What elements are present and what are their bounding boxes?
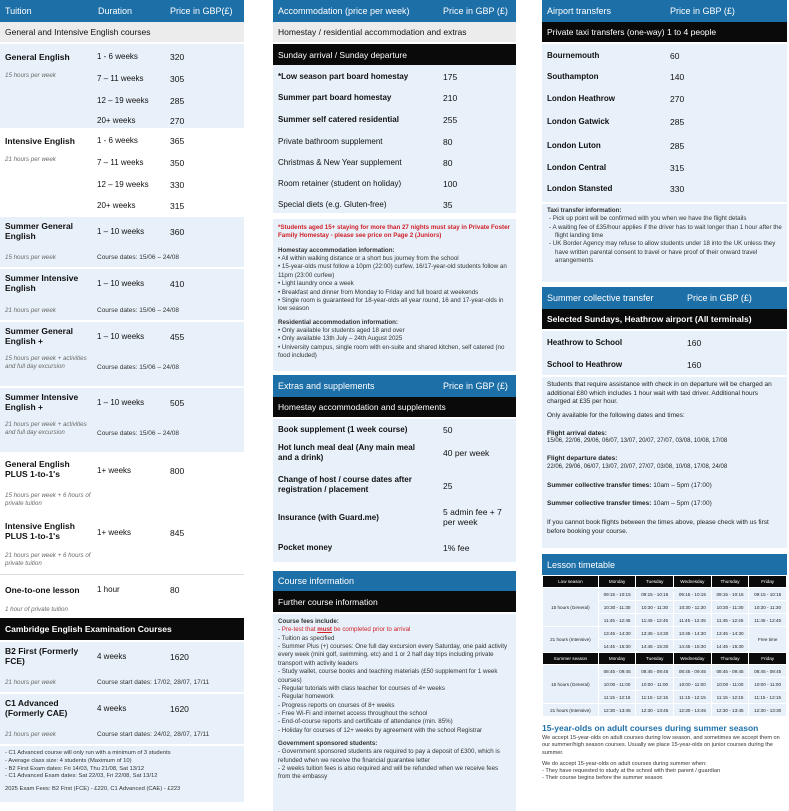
course-name: Summer Intensive English	[5, 273, 79, 293]
cell: 10:00 - 11:00	[598, 678, 636, 691]
course-sub: 21 hours per week	[5, 307, 56, 314]
collective-rows	[542, 331, 787, 375]
adult-item: - They have requested to study at the school with their parent / guardian	[542, 768, 721, 775]
course-fees-box	[273, 614, 516, 811]
price: 1620	[170, 704, 189, 714]
adult-paragraph: We accept 15-year-olds on adult courses during low season, and sometimes we accept them on our summer/high season courses. Usually we place 15-year-olds on junior courses during the summer.	[542, 735, 780, 756]
price: 80	[170, 585, 180, 595]
duration: 1+ weeks	[97, 466, 132, 475]
price-header-label: Price in GBP(£)	[170, 6, 233, 16]
row-label: Bournemouth	[547, 51, 600, 60]
row-label: Change of host / course dates after registration / placement	[278, 475, 412, 494]
timetable-head-row	[543, 576, 787, 588]
row-price: 285	[670, 117, 685, 127]
transfers-header-label: Airport transfers	[547, 6, 612, 16]
cell: 08:45 - 09:45	[711, 665, 749, 678]
duration: 1+ weeks	[97, 528, 132, 537]
duration: 4 weeks	[97, 652, 127, 661]
cell: 11:15 - 12:15	[598, 691, 636, 704]
course-sub: 1 hour of private tuition	[5, 606, 68, 613]
cell: 11:45 - 12:45	[636, 614, 674, 627]
duration: 20+ weeks	[97, 201, 136, 210]
cell: 11:45 - 12:45	[749, 614, 787, 627]
cell: 21 hours (Intensive)	[543, 704, 599, 717]
row-label: *Low season part board homestay	[278, 72, 409, 81]
row-label: London Stansted	[547, 184, 613, 193]
row-price: 330	[670, 184, 685, 194]
duration: 20+ weeks	[97, 116, 136, 125]
cell: Monday	[598, 653, 636, 665]
course-sub: 15 hours per week + activities and full day excursion	[5, 355, 87, 371]
cell: 10:30 - 11:30	[636, 601, 674, 614]
info-item: - Pick up point will be confirmed with you when we have the flight details	[549, 215, 747, 223]
departure-dates: 22/06, 29/06, 06/07, 13/07, 20/07, 27/07, 03/08, 10/08, 17/08, 24/08	[547, 463, 728, 470]
collective-paragraph: Students that require assistance with check in on departure will be charged an additional £80 which includes 1 hour wait with taxi driver. Additional hours charged at £35 per hour.	[547, 381, 772, 406]
general-english-block	[0, 44, 244, 128]
row-label: Special diets (e.g. Gluten-free)	[278, 200, 387, 209]
price: 350	[170, 158, 185, 168]
cell: 11:45 - 12:45	[598, 614, 636, 627]
course-name: Summer Intensive English +	[5, 392, 79, 412]
row-price: 80	[443, 137, 453, 147]
info-item: • All within walking distance or a short bus journey from the school	[278, 255, 459, 263]
summer-course-block	[0, 215, 244, 267]
exam-course-block	[0, 692, 244, 744]
course-name: B2 First (Formerly FCE)	[5, 646, 79, 666]
course-sub: 15 hours per week + 6 hours of private tuition	[5, 492, 91, 508]
cell: 09:15 - 10:15	[711, 588, 749, 601]
row-label: Summer part board homestay	[278, 93, 392, 102]
duration: 7 – 11 weeks	[97, 158, 144, 167]
cell: 11:15 - 12:15	[636, 691, 674, 704]
row-label: London Luton	[547, 141, 601, 150]
cell: 11:15 - 12:15	[749, 691, 787, 704]
note-item: - C1 Advanced Exam dates: Sat 22/03, Fri 22/08, Sat 13/12	[5, 773, 158, 780]
row-price: 140	[670, 72, 685, 82]
info-item: • Only available for students aged 18 and over	[278, 326, 405, 334]
row-price: 255	[443, 115, 458, 125]
homestay-info-title: Homestay accommodation information:	[278, 246, 395, 254]
timetable-row	[543, 627, 787, 640]
cell: Thursday	[711, 653, 749, 665]
timetable-low	[542, 575, 787, 717]
extras-rows	[273, 419, 516, 562]
cell: 12:30 - 13:45	[598, 704, 636, 717]
row-price: 160	[687, 360, 702, 370]
flights-paragraph: If you cannot book flights between the times above, please check with us first before booking your course.	[547, 519, 769, 535]
taxi-info-title: Taxi transfer information:	[547, 207, 622, 214]
cell: 12:30 - 13:45	[711, 704, 749, 717]
extras-header	[273, 375, 516, 397]
price: 360	[170, 227, 185, 237]
course-name: Summer General English +	[5, 326, 74, 346]
fee-item: - Study wallet, course books and teaching materials (£50 supplement for 1 week courses)	[278, 668, 498, 684]
cell: Summer season	[543, 653, 599, 665]
cell: 11:15 - 12:15	[674, 691, 712, 704]
cell: 11:15 - 12:15	[711, 691, 749, 704]
row-price: 175	[443, 72, 458, 82]
timetable-head-row	[543, 653, 787, 665]
timetable-row	[543, 665, 787, 678]
adult-title: 15-year-olds on adult courses during summer season	[542, 723, 759, 733]
extras-section-title: Homestay accommodation and supplements	[273, 397, 516, 417]
course-name: General English PLUS 1-to-1's	[5, 459, 70, 479]
row-label: Insurance (with Guard.me)	[278, 513, 379, 522]
row-label: Southampton	[547, 72, 599, 81]
residential-info-title: Residential accommodation information:	[278, 318, 398, 326]
cell: Tuesday	[636, 576, 674, 588]
cell: 14:45 - 15:30	[711, 640, 749, 653]
price: 800	[170, 466, 185, 476]
homestay-rows	[273, 65, 516, 213]
row-label: Christmas & New Year supplement	[278, 158, 402, 167]
summer-course-block	[0, 267, 244, 320]
price: 845	[170, 528, 185, 538]
plus-course-block	[0, 452, 244, 514]
duration: 1 - 6 weeks	[97, 52, 138, 61]
cell: 14:45 - 15:30	[636, 640, 674, 653]
info-item: • Only available 13th July – 24th August 2025	[278, 335, 403, 343]
cell: 14:45 - 15:30	[674, 640, 712, 653]
cell: 13:45 - 14:30	[711, 627, 749, 640]
cell: 09:15 - 10:15	[636, 588, 674, 601]
one-to-one-block	[0, 574, 244, 618]
course-name: Intensive English	[5, 136, 75, 146]
duration: 12 – 19 weeks	[97, 96, 149, 105]
intensive-english-block	[0, 129, 244, 215]
row-label: Pocket money	[278, 543, 333, 552]
duration: 1 – 10 weeks	[97, 398, 145, 407]
course-dates: Course dates: 15/06 – 24/08	[97, 307, 180, 314]
info-item: - A waiting fee of £35/hour applies if the driver has to wait longer than 1 hour after the flight landing time	[549, 223, 782, 240]
timetable-header: Lesson timetable	[542, 554, 787, 575]
price: 1620	[170, 652, 189, 662]
plus-course-block	[0, 514, 244, 574]
cell: Low season	[543, 576, 599, 588]
info-item: • Breakfast and dinner from Monday to Friday and full board at weekends	[278, 288, 479, 296]
timetable-row	[543, 588, 787, 601]
row-label: London Central	[547, 163, 607, 172]
gov-item: - Government sponsored students are required to pay a deposit of £300, which is refunded when we receive the financial guarantee letter	[278, 748, 500, 764]
info-item: - UK Border Agency may refuse to allow students under 18 into the UK unless they have written parental consent to travel or have proof of their onward travel arrangements	[549, 240, 776, 265]
price-header-label: Price in GBP (£)	[687, 293, 752, 303]
transfer-times: Summer collective transfer times: 10am – 5pm (17:00)	[547, 481, 712, 489]
cell: Wednesday	[674, 653, 712, 665]
cell: 09:15 - 10:15	[598, 588, 636, 601]
course-sub: 21 hours per week	[5, 156, 56, 163]
homestay-section-title: Homestay / residential accommodation and extras	[273, 22, 516, 42]
course-name: Summer General English	[5, 221, 74, 241]
cell: 10:00 - 11:00	[674, 678, 712, 691]
price-header-label: Price in GBP (£)	[443, 381, 508, 391]
price: 455	[170, 332, 185, 342]
note-item: - Average class size: 4 students (Maximum of 10)	[5, 757, 132, 764]
homestay-info-box	[273, 219, 516, 371]
row-label: School to Heathrow	[547, 360, 623, 369]
row-price: 35	[443, 200, 453, 210]
fee-item: - Regular homework	[278, 693, 334, 701]
cell: 09:15 - 10:15	[674, 588, 712, 601]
adult-section	[542, 717, 787, 783]
price: 365	[170, 136, 185, 146]
general-section-title: General and Intensive English courses	[0, 22, 244, 42]
course-name: One-to-one lesson	[5, 585, 80, 595]
cell: 10:30 - 11:30	[749, 601, 787, 614]
cell: Tuesday	[636, 653, 674, 665]
summer-course-block	[0, 386, 244, 452]
accommodation-header	[273, 0, 516, 22]
summer-course-block	[0, 320, 244, 386]
row-label: Heathrow to School	[547, 338, 623, 347]
transfer-times: Summer collective transfer times: 10am – 5pm (17:00)	[547, 500, 712, 508]
fee-item: - End-of-course reports and certificate of attendance (min. 85%)	[278, 718, 453, 726]
exam-notes	[0, 744, 244, 802]
cell: 12:30 - 13:30	[749, 704, 787, 717]
cell: 08:45 - 09:45	[598, 665, 636, 678]
arrival-dates: 15/06, 22/06, 29/06, 06/07, 13/07, 20/07, 27/07, 03/08, 10/08, 17/08	[547, 438, 728, 445]
cell: 12:30 - 13:45	[636, 704, 674, 717]
price: 315	[170, 201, 185, 211]
cell: 10:00 - 11:00	[711, 678, 749, 691]
fee-item: - Free Wi-Fi and internet access throughout the school	[278, 709, 428, 717]
cell: 08:45 - 09:45	[636, 665, 674, 678]
red-note: *Students aged 15+ staying for more than 27 nights must stay in Private Foster Family Homestay - please see price on Page 2 (Juniors)	[278, 224, 510, 240]
cell: 08:45 - 09:45	[674, 665, 712, 678]
course-sub: 21 hours per week + 6 hours of private tuition	[5, 552, 91, 568]
cell: 21 hours (Intensive)	[543, 627, 599, 653]
price: 410	[170, 279, 185, 289]
price: 285	[170, 96, 185, 106]
row-label: Summer self catered residential	[278, 115, 399, 124]
row-price: 315	[670, 163, 685, 173]
info-item: • Single room is guaranteed for 18-year-olds all year round, 16 and 17-year-olds in low season	[278, 296, 504, 313]
course-info-header: Course information	[273, 571, 516, 591]
course-dates: Course dates: 15/06 – 24/08	[97, 254, 180, 261]
duration: 4 weeks	[97, 704, 127, 713]
course-sub: 15 hours per week	[5, 72, 56, 79]
departure-dates-title: Flight departure dates:	[547, 455, 618, 463]
tuition-column	[0, 0, 244, 811]
accommodation-column	[273, 0, 516, 811]
arrival-dates-title: Flight arrival dates:	[547, 429, 607, 437]
course-sub: 21 hours per week	[5, 731, 56, 738]
price-header-label: Price in GBP (£)	[443, 6, 508, 16]
course-dates: Course start dates: 24/02, 28/07, 17/11	[97, 731, 210, 738]
cell: 10:30 - 11:30	[674, 601, 712, 614]
accommodation-header-label: Accommodation (price per week)	[278, 6, 410, 16]
extras-header-label: Extras and supplements	[278, 381, 375, 391]
info-item: • Light laundry once a week	[278, 280, 354, 288]
cell: 13:45 - 14:30	[636, 627, 674, 640]
cell: 12:30 - 13:45	[674, 704, 712, 717]
cell: 11:45 - 12:45	[711, 614, 749, 627]
price: 305	[170, 74, 185, 84]
cell: 10:00 - 11:00	[636, 678, 674, 691]
info-item: • 15-year-olds must follow a 10pm (22:00) curfew, 16/17-year-old students follow an 11pm (23:00 curfew)	[278, 263, 507, 279]
row-price: 60	[670, 51, 680, 61]
note-item: - C1 Advanced course will only run with a minimum of 3 students	[5, 750, 171, 756]
cell: 13:45 - 14:30	[598, 627, 636, 640]
cell: Wednesday	[674, 576, 712, 588]
price: 505	[170, 398, 185, 408]
cell: Friday	[749, 576, 787, 588]
fee-item: - Summer Plus (+) courses: One full day excursion every Saturday, one paid activity every week (mini golf, swimming, etc) and 1 or 2 half day trips including private transport with activity leaders	[278, 643, 508, 667]
row-price: 100	[443, 179, 458, 189]
price: 270	[170, 116, 185, 126]
row-price: 160	[687, 338, 702, 348]
cell: Monday	[598, 576, 636, 588]
cell: 10:00 - 11:00	[749, 678, 787, 691]
course-dates: Course dates: 15/06 – 24/08	[97, 364, 180, 371]
row-label: Hot lunch meal deal (Any main meal and a drink)	[278, 443, 415, 462]
duration: 1 – 10 weeks	[97, 227, 145, 236]
taxi-info-box	[542, 202, 787, 282]
duration: 7 – 11 weeks	[97, 74, 144, 83]
collective-section-title: Selected Sundays, Heathrow airport (All terminals)	[542, 309, 787, 329]
row-label: London Heathrow	[547, 94, 615, 103]
row-price: 285	[670, 141, 685, 151]
further-info-title: Further course information	[273, 591, 516, 612]
collective-header-label: Summer collective transfer	[547, 293, 654, 303]
duration: 1 - 6 weeks	[97, 136, 138, 145]
timetable-row	[543, 704, 787, 717]
course-name: C1 Advanced (Formerly CAE)	[5, 698, 68, 718]
row-label: London Gatwick	[547, 117, 610, 126]
cambridge-section-title: Cambridge English Examination Courses	[0, 618, 244, 640]
adult-item: - Their course begins before the summer season	[542, 775, 663, 782]
cell: 15 hours (General)	[543, 665, 599, 704]
cell: Thursday	[711, 576, 749, 588]
transfers-column	[542, 0, 787, 811]
collective-info-box	[542, 375, 787, 548]
duration: 12 – 19 weeks	[97, 180, 149, 189]
fee-item: - Holiday for courses of 12+ weeks by agreement with the school Registrar	[278, 726, 483, 734]
cell: Friday	[749, 653, 787, 665]
fees-title: Course fees include:	[278, 618, 339, 625]
duration: 1 – 10 weeks	[97, 279, 145, 288]
collective-paragraph: Only available for the following dates and times:	[547, 411, 685, 419]
taxi-rows	[542, 44, 787, 202]
cell: 14:45 - 15:30	[598, 640, 636, 653]
row-price: 50	[443, 425, 453, 435]
course-sub: 15 hours per week	[5, 254, 56, 261]
tuition-header-label: Tuition	[5, 6, 32, 16]
course-sub: 21 hours per week + activities and full day excursion	[5, 421, 87, 437]
course-sub: 21 hours per week	[5, 679, 56, 686]
taxi-section-title: Private taxi transfers (one-way) 1 to 4 people	[542, 22, 787, 42]
adult-paragraph: We do accept 15-year-olds on adult courses during summer when:	[542, 760, 707, 767]
row-label: Private bathroom supplement	[278, 137, 383, 146]
note-item: - B2 First Exam dates: Fri 14/03, Thu 21/08, Sat 13/12	[5, 765, 145, 772]
row-price: 25	[443, 481, 453, 491]
row-price: 1% fee	[443, 543, 470, 553]
fee-item: - Tuition as specified	[278, 634, 335, 642]
info-item: • University campus, single room with en-suite and shared kitchen, self catered (no food included)	[278, 343, 505, 360]
collective-header	[542, 287, 787, 309]
duration-header-label: Duration	[98, 6, 133, 16]
course-dates: Course dates: 15/06 – 24/08	[97, 430, 180, 437]
exam-fees: 2025 Exam Fees: B2 First (FCE) - £220, C1 Advanced (CAE) - £223	[5, 786, 181, 793]
price: 330	[170, 180, 185, 190]
pretest-item: - Pre-test that must be completed prior to arrival	[278, 626, 411, 634]
fee-item: - Progress reports on courses of 8+ weeks	[278, 701, 395, 709]
exam-course-block	[0, 640, 244, 692]
course-name: Intensive English PLUS 1-to-1's	[5, 521, 75, 541]
cell: 15 hours (General)	[543, 588, 599, 627]
course-name: General English	[5, 52, 70, 62]
course-dates: Course start dates: 17/02, 28/07, 17/11	[97, 679, 210, 686]
cell: 13:45 - 14:30	[674, 627, 712, 640]
row-price: 80	[443, 158, 453, 168]
row-price: 5 admin fee + 7 per week	[443, 507, 502, 528]
row-label: Room retainer (student on holiday)	[278, 179, 402, 188]
transfers-header	[542, 0, 787, 22]
cell: 10:30 - 11:30	[598, 601, 636, 614]
cell: 10:30 - 11:30	[711, 601, 749, 614]
row-price: 270	[670, 94, 685, 104]
arrival-title: Sunday arrival / Sunday departure	[273, 44, 516, 65]
cell: 11:45 - 12:45	[674, 614, 712, 627]
duration: 1 – 10 weeks	[97, 332, 145, 341]
cell: 08:45 - 09:45	[749, 665, 787, 678]
gov-item: - 2 weeks tuition fees is also required and will be refunded when we receive fees from the embassy	[278, 765, 499, 781]
cell: 09:15 - 10:15	[749, 588, 787, 601]
row-label: Book supplement (1 week course)	[278, 425, 408, 434]
tuition-header	[0, 0, 244, 22]
fee-item: - Regular tutorials with class teacher for courses of 4+ weeks	[278, 684, 445, 692]
row-price: 40 per week	[443, 448, 490, 458]
gov-title: Government sponsored students:	[278, 740, 378, 748]
cell: Free time	[749, 627, 787, 653]
duration: 1 hour	[97, 585, 120, 594]
price-header-label: Price in GBP (£)	[670, 6, 735, 16]
row-price: 210	[443, 93, 458, 103]
price: 320	[170, 52, 185, 62]
